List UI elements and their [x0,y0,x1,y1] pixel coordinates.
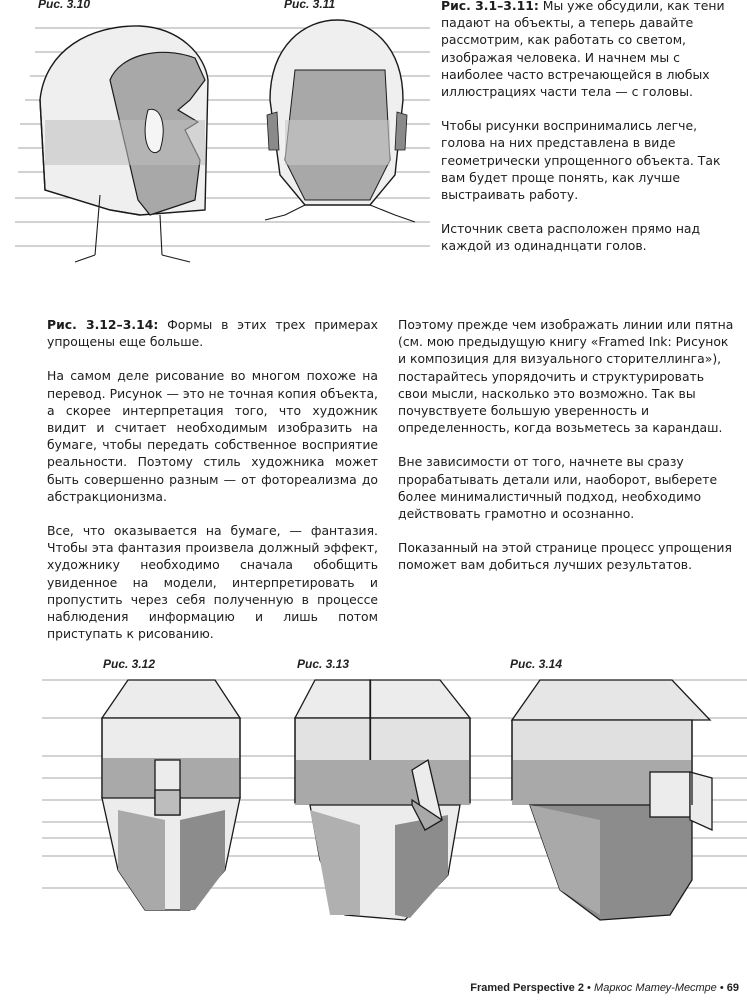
page-number: 69 [726,982,739,994]
top-text-p1: Мы уже обсудили, как тени падают на объекты, а теперь давайте рассмотрим, как работать со светом, изображая человека. И начнем мы с наиболее часто встречающейся в любых иллюстрациях части тела — с головы. [441,0,725,100]
figure-3-12-head [102,680,240,910]
right-col-p2: Вне зависимости от того, начнете вы сразу прорабатывать детали или, наоборот, выберете более минималистичный подход, необходимо действовать грамотно и осознанно. [398,454,718,522]
footer-author: Маркос Матеу-Местре [593,982,717,994]
right-col-p1: Поэтому прежде чем изображать линии или пятна (см. мою предыдущую книгу «Framed Ink: Рисунок и композиция для визуального сторителлинга»), постарайтесь упорядочить и структурировать свои мысли, насколько это возможно. Так вы почувствуете большую уверенность и определенность, когда возьметесь за карандаш. [398,317,734,436]
figure-3-13-head [295,680,470,920]
figure-caption-3-14: Рис. 3.14 [510,657,563,671]
figure-caption-3-11: Рис. 3.11 [284,0,336,11]
left-col-p2: На самом деле рисование во многом похоже на перевод. Рисунок — это не точная копия объекта, а скорее интерпретация того, что художник видит и считает необходимым изобразить на бумаге, чтобы передать собственное восприятие реальности. Поэтому стиль художника может быть совершенно разным — от фотореализма до абстракционизма. [47,368,378,504]
figure-caption-3-13: Рис. 3.13 [297,657,350,671]
left-col-p1: Формы в этих трех примерах упрощены еще больше. [47,317,378,350]
footer-separator: • [587,982,591,994]
figure-3-14-head [512,680,712,920]
left-col-label: Рис. 3.12–3.14: [47,317,159,332]
left-col-p3: Все, что оказывается на бумаге, — фантазия. Чтобы эта фантазия произвела должный эффект, художнику необходимо сначала обобщить увиденное на модели, интерпретировать и пропустить через себя полученную в процессе наблюдения информацию и лишь потом приступать к рисованию. [47,523,378,642]
top-text-p3: Источник света расположен прямо над каждой из одинаднцати голов. [441,221,701,254]
top-right-text [441,0,737,272]
footer-book-title: Framed Perspective 2 [470,982,584,994]
right-col-p3: Показанный на этой странице процесс упрощения поможет вам добиться лучших результатов. [398,540,732,573]
figure-caption-3-10: Рис. 3.10 [38,0,91,11]
figure-caption-3-12: Рис. 3.12 [103,657,156,671]
page-footer [470,982,739,994]
figure-3-11-front-head [245,0,445,270]
top-text-label: Рис. 3.1–3.11: [441,0,539,13]
figures-3-12-to-3-14 [0,660,747,980]
top-text-p2: Чтобы рисунки воспринимались легче, голова на них представлена в виде геометрически упрощенного объекта. Так вам будет проще понять, как лучше выстраивать работу. [441,118,721,203]
left-column-text [47,316,378,659]
right-column-text [398,316,736,591]
footer-separator-2: • [719,982,724,994]
